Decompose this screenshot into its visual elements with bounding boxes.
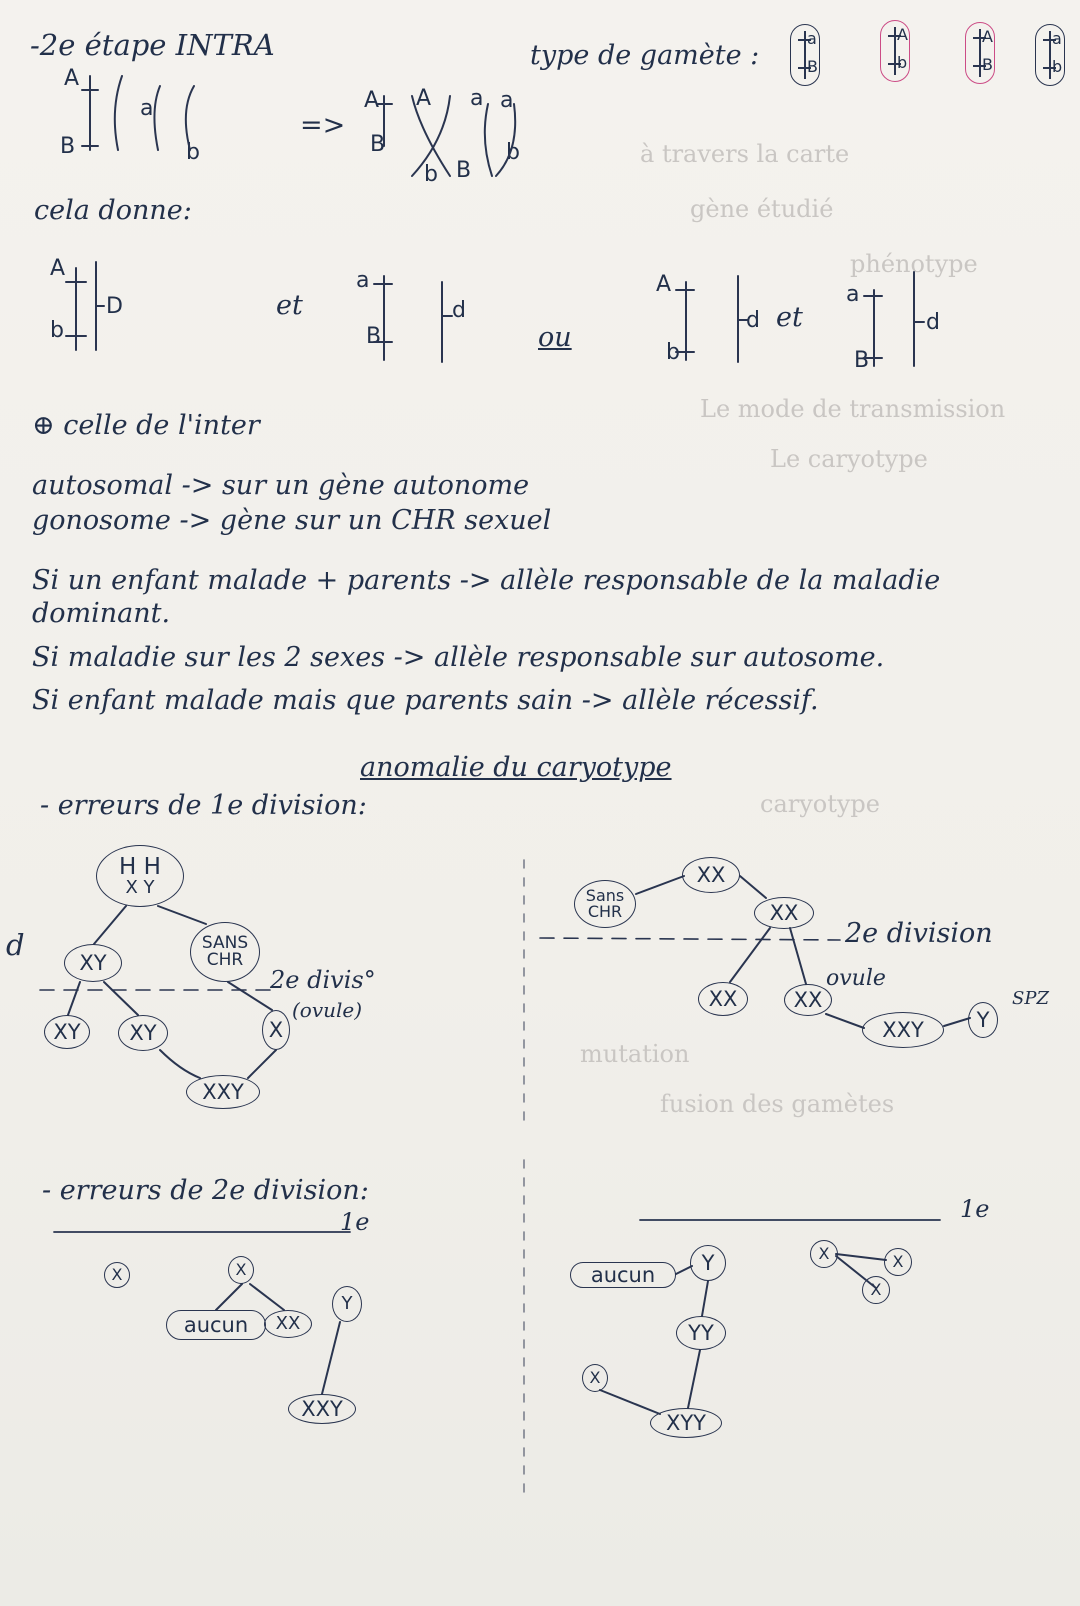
- allele-label: B: [366, 324, 382, 349]
- ghost-text: mutation: [580, 1040, 690, 1068]
- ghost-text: phénotype: [850, 250, 978, 278]
- ou-text: ou: [538, 322, 572, 353]
- aucun-node: aucun: [166, 1310, 266, 1340]
- division-label: 1e: [960, 1195, 990, 1223]
- allele-label: a: [500, 88, 514, 113]
- x-node: X: [104, 1262, 130, 1288]
- allele-label: A: [364, 88, 380, 113]
- xyy-result-node: XYY: [650, 1408, 722, 1438]
- xxy-result-node: XXY: [186, 1075, 260, 1109]
- parent-cell-node: H H X Y: [96, 845, 184, 907]
- allele-label: b: [186, 140, 200, 165]
- sans-chr-node: SANS CHR: [190, 922, 260, 982]
- x-node: X: [862, 1276, 890, 1304]
- x-node: X: [884, 1248, 912, 1276]
- second-division-errors-heading: - erreurs de 2e division:: [42, 1175, 369, 1206]
- y-node: Y: [332, 1286, 362, 1322]
- xx-node: XX: [754, 897, 814, 929]
- rule-recessive-note: Si enfant malade mais que parents sain -> allèle récessif.: [32, 685, 819, 716]
- ovule-label: ovule: [826, 966, 886, 991]
- allele-label: A: [656, 272, 672, 297]
- allele-label: a: [846, 282, 860, 307]
- x-node: X: [262, 1010, 290, 1050]
- division-label: 2e division: [845, 918, 993, 949]
- aucun-node: aucun: [570, 1262, 676, 1288]
- xxy-result-node: XXY: [288, 1394, 356, 1424]
- gamete-3-icon: A B: [965, 22, 995, 84]
- gamete-type-label: type de gamète :: [530, 40, 760, 71]
- xy-node: XY: [64, 944, 122, 982]
- et-text: et: [276, 290, 303, 321]
- xy-node: XY: [118, 1015, 168, 1051]
- autosomal-note: autosomal -> sur un gène autonome: [32, 470, 530, 501]
- allele-label: B: [456, 158, 472, 183]
- rule-dominant-note: Si un enfant malade + parents -> allèle responsable de la maladie: [32, 565, 941, 596]
- yy-node: YY: [676, 1316, 726, 1350]
- gamete-1-icon: a B: [790, 24, 820, 86]
- xx-node: XX: [784, 984, 832, 1016]
- ovule-label: (ovule): [292, 998, 363, 1022]
- gonosome-note: gonosome -> gène sur un CHR sexuel: [32, 505, 552, 536]
- allele-label: a: [470, 86, 484, 111]
- allele-label: d: [926, 310, 940, 335]
- allele-label: b: [506, 140, 520, 165]
- xy-node: XY: [44, 1015, 90, 1049]
- allele-label: A: [64, 66, 80, 91]
- rule-dominant-note-end: dominant.: [32, 598, 171, 629]
- y-node: Y: [968, 1002, 998, 1038]
- margin-mark: d: [6, 928, 25, 962]
- ghost-text: à travers la carte: [640, 140, 850, 168]
- allele-label: b: [424, 162, 438, 187]
- allele-label: A: [416, 86, 432, 111]
- xxy-result-node: XXY: [862, 1012, 944, 1048]
- ghost-text: gène étudié: [690, 195, 834, 223]
- allele-label: A: [50, 256, 66, 281]
- cela-donne-text: cela donne:: [34, 195, 192, 226]
- inter-note: ⊕ celle de l'inter: [32, 410, 260, 441]
- sans-chr-node: Sans CHR: [574, 880, 636, 928]
- division-label: 1e: [340, 1208, 370, 1236]
- division-label: 2e divis°: [270, 966, 376, 994]
- allele-label: a: [140, 96, 154, 121]
- allele-label: d: [452, 298, 466, 323]
- x-node: X: [810, 1240, 838, 1268]
- spz-label: SPZ: [1012, 988, 1049, 1009]
- allele-label: D: [106, 294, 123, 319]
- x-node: X: [582, 1364, 608, 1392]
- allele-label: a: [356, 268, 370, 293]
- et-text: et: [776, 302, 803, 333]
- ghost-text: Le caryotype: [770, 445, 928, 473]
- y-node: Y: [690, 1245, 726, 1281]
- allele-label: b: [50, 318, 64, 343]
- x-node: X: [228, 1256, 254, 1284]
- ghost-text: fusion des gamètes: [660, 1090, 895, 1118]
- gamete-2-icon: A b: [880, 20, 910, 82]
- allele-label: B: [370, 132, 386, 157]
- xx-node: XX: [682, 857, 740, 893]
- arrow-text: =>: [300, 110, 346, 141]
- ghost-text: caryotype: [760, 790, 880, 818]
- first-division-errors-heading: - erreurs de 1e division:: [40, 790, 367, 821]
- step-title: -2e étape INTRA: [30, 28, 275, 62]
- section-heading: anomalie du caryotype: [360, 752, 672, 783]
- rule-autosome-note: Si maladie sur les 2 sexes -> allèle responsable sur autosome.: [32, 642, 885, 673]
- allele-label: B: [60, 134, 76, 159]
- allele-label: b: [666, 340, 680, 365]
- allele-label: B: [854, 348, 870, 373]
- allele-label: d: [746, 308, 760, 333]
- xx-node: XX: [264, 1310, 312, 1338]
- xx-node: XX: [698, 982, 748, 1016]
- ghost-text: Le mode de transmission: [700, 395, 1006, 423]
- gamete-4-icon: a b: [1035, 24, 1065, 86]
